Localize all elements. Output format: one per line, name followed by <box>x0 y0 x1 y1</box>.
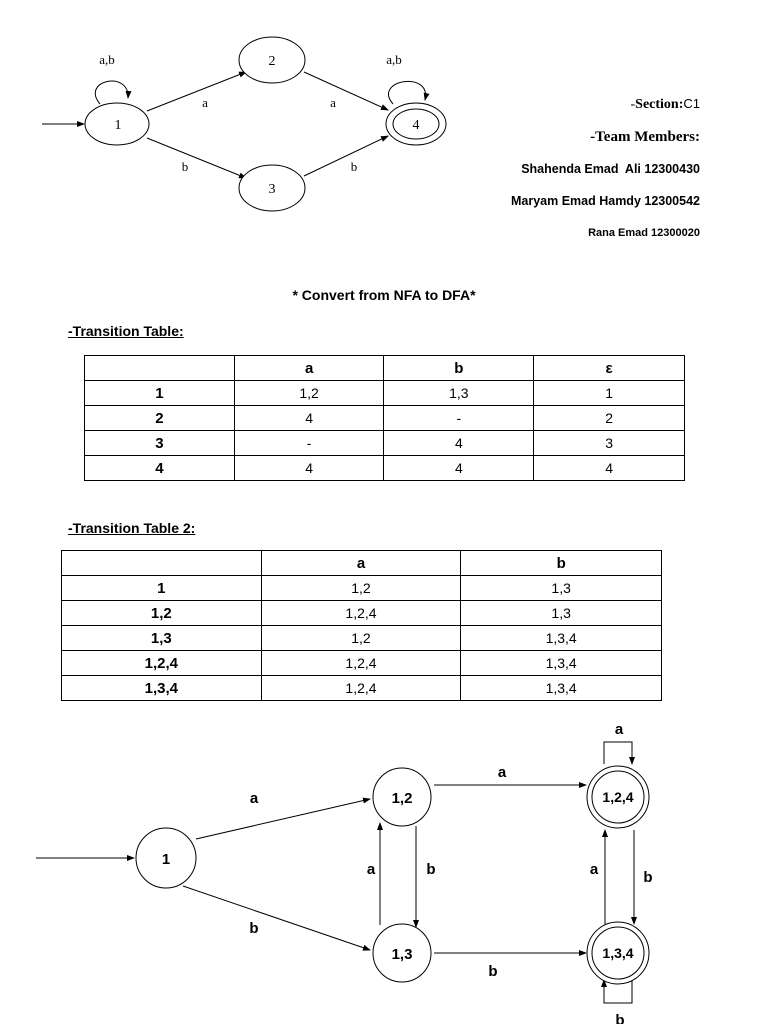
dfa-edge-1-13 <box>183 886 370 950</box>
table1-row-state: 1 <box>85 381 235 406</box>
section-label: Section: <box>635 97 684 112</box>
member-2: Maryam Emad Hamdy 12300542 <box>510 194 700 208</box>
table1-cell: 4 <box>234 456 384 481</box>
table1-cell: 4 <box>534 456 685 481</box>
table1-cell: 4 <box>384 456 534 481</box>
nfa-edge-2-4-label: a <box>330 95 336 110</box>
section-line <box>630 96 700 113</box>
table2-cell: 1,2,4 <box>261 676 461 701</box>
table2-cell: 1,2 <box>261 626 461 651</box>
table-row <box>85 406 685 431</box>
table2-cell: 1,2,4 <box>261 651 461 676</box>
table1-cell: 1,3 <box>384 381 534 406</box>
table1-cell: 2 <box>534 406 685 431</box>
table2-row-state: 1,2 <box>62 601 262 626</box>
dfa-loop-124-label: a <box>614 721 624 738</box>
table1-header-cell: b <box>384 356 534 381</box>
table2-header-cell: a <box>261 551 461 576</box>
nfa-state-2-label: 2 <box>268 54 276 69</box>
table2-cell: 1,3 <box>461 576 662 601</box>
page-heading: * Convert from NFA to DFA* <box>292 287 476 303</box>
table2-cell: 1,2 <box>261 576 461 601</box>
table2-header-cell <box>62 551 262 576</box>
table-row <box>85 431 685 456</box>
dfa-state-12-label: 1,2 <box>391 790 413 807</box>
dfa-loop-124 <box>604 742 632 764</box>
dfa-edge-1-13-label: b <box>249 920 259 937</box>
table1-header-cell: ε <box>534 356 685 381</box>
nfa-edge-1-3 <box>147 138 246 178</box>
nfa-loop-1 <box>95 81 128 104</box>
table2-title: -Transition Table 2: <box>68 520 196 536</box>
nfa-loop-4-label: a,b <box>386 52 402 67</box>
dfa-edge-13-12-label: a <box>366 861 376 878</box>
table2-row-state: 1,2,4 <box>62 651 262 676</box>
nfa-edge-2-4 <box>304 72 388 110</box>
dfa-edge-1-12 <box>196 799 370 839</box>
table1-title: -Transition Table: <box>68 323 184 339</box>
table-row <box>62 626 662 651</box>
table2-row-state: 1,3 <box>62 626 262 651</box>
team-members-label: -Team Members: <box>590 129 700 145</box>
nfa-edge-1-3-label: b <box>181 159 189 174</box>
table2-cell: 1,3,4 <box>461 676 662 701</box>
table-row <box>85 381 685 406</box>
table2-cell: 1,3 <box>461 601 662 626</box>
dfa-state-124-label: 1,2,4 <box>602 789 634 805</box>
table1-header-cell: a <box>234 356 384 381</box>
transition-table-1 <box>84 355 685 481</box>
table2-row-state: 1 <box>62 576 262 601</box>
table1-cell: - <box>234 431 384 456</box>
table2-cell: 1,2,4 <box>261 601 461 626</box>
nfa-loop-4 <box>389 81 426 104</box>
table1-row-state: 2 <box>85 406 235 431</box>
nfa-loop-1-label: a,b <box>99 52 115 67</box>
member-1: Shahenda Emad Ali 12300430 <box>521 162 700 176</box>
dfa-state-13-label: 1,3 <box>391 946 413 963</box>
table1-cell: 4 <box>234 406 384 431</box>
table-row <box>62 601 662 626</box>
table1-cell: 1,2 <box>234 381 384 406</box>
dfa-state-134-label: 1,3,4 <box>602 945 634 961</box>
nfa-state-4-label: 4 <box>412 118 420 133</box>
transition-table-2 <box>61 550 662 701</box>
member-3: Rana Emad 12300020 <box>588 227 700 239</box>
table2-row-state: 1,3,4 <box>62 676 262 701</box>
table1-header-row <box>85 356 685 381</box>
nfa-edge-1-2-label: a <box>202 95 208 110</box>
table2-header-row <box>62 551 662 576</box>
table-row <box>62 576 662 601</box>
dfa-diagram <box>0 715 768 1024</box>
section-value: C1 <box>683 96 700 111</box>
nfa-edge-3-4-label: b <box>350 159 358 174</box>
table1-row-state: 4 <box>85 456 235 481</box>
table2-header-cell: b <box>461 551 662 576</box>
table-row <box>62 651 662 676</box>
nfa-diagram <box>0 0 480 260</box>
table1-cell: 3 <box>534 431 685 456</box>
table1-cell: - <box>384 406 534 431</box>
dfa-edge-13-134-label: b <box>488 963 498 980</box>
table1-header-cell <box>85 356 235 381</box>
table1-cell: 1 <box>534 381 685 406</box>
section-prefix: - <box>630 97 636 112</box>
table-row <box>62 676 662 701</box>
table1-row-state: 3 <box>85 431 235 456</box>
dfa-edge-12-13-label: b <box>426 861 436 878</box>
dfa-edge-12-124-label: a <box>497 764 507 781</box>
table2-cell: 1,3,4 <box>461 626 662 651</box>
dfa-edge-124-134-label: b <box>643 869 653 886</box>
nfa-state-1-label: 1 <box>114 118 122 133</box>
table-row <box>85 456 685 481</box>
dfa-edge-1-12-label: a <box>249 790 259 807</box>
nfa-edge-3-4 <box>304 136 388 176</box>
dfa-edge-134-124-label: a <box>589 861 599 878</box>
dfa-loop-134-label: b <box>615 1012 625 1024</box>
table1-cell: 4 <box>384 431 534 456</box>
nfa-state-3-label: 3 <box>268 182 276 197</box>
table2-cell: 1,3,4 <box>461 651 662 676</box>
nfa-edge-1-2 <box>147 72 246 111</box>
dfa-state-1-label: 1 <box>161 851 171 868</box>
